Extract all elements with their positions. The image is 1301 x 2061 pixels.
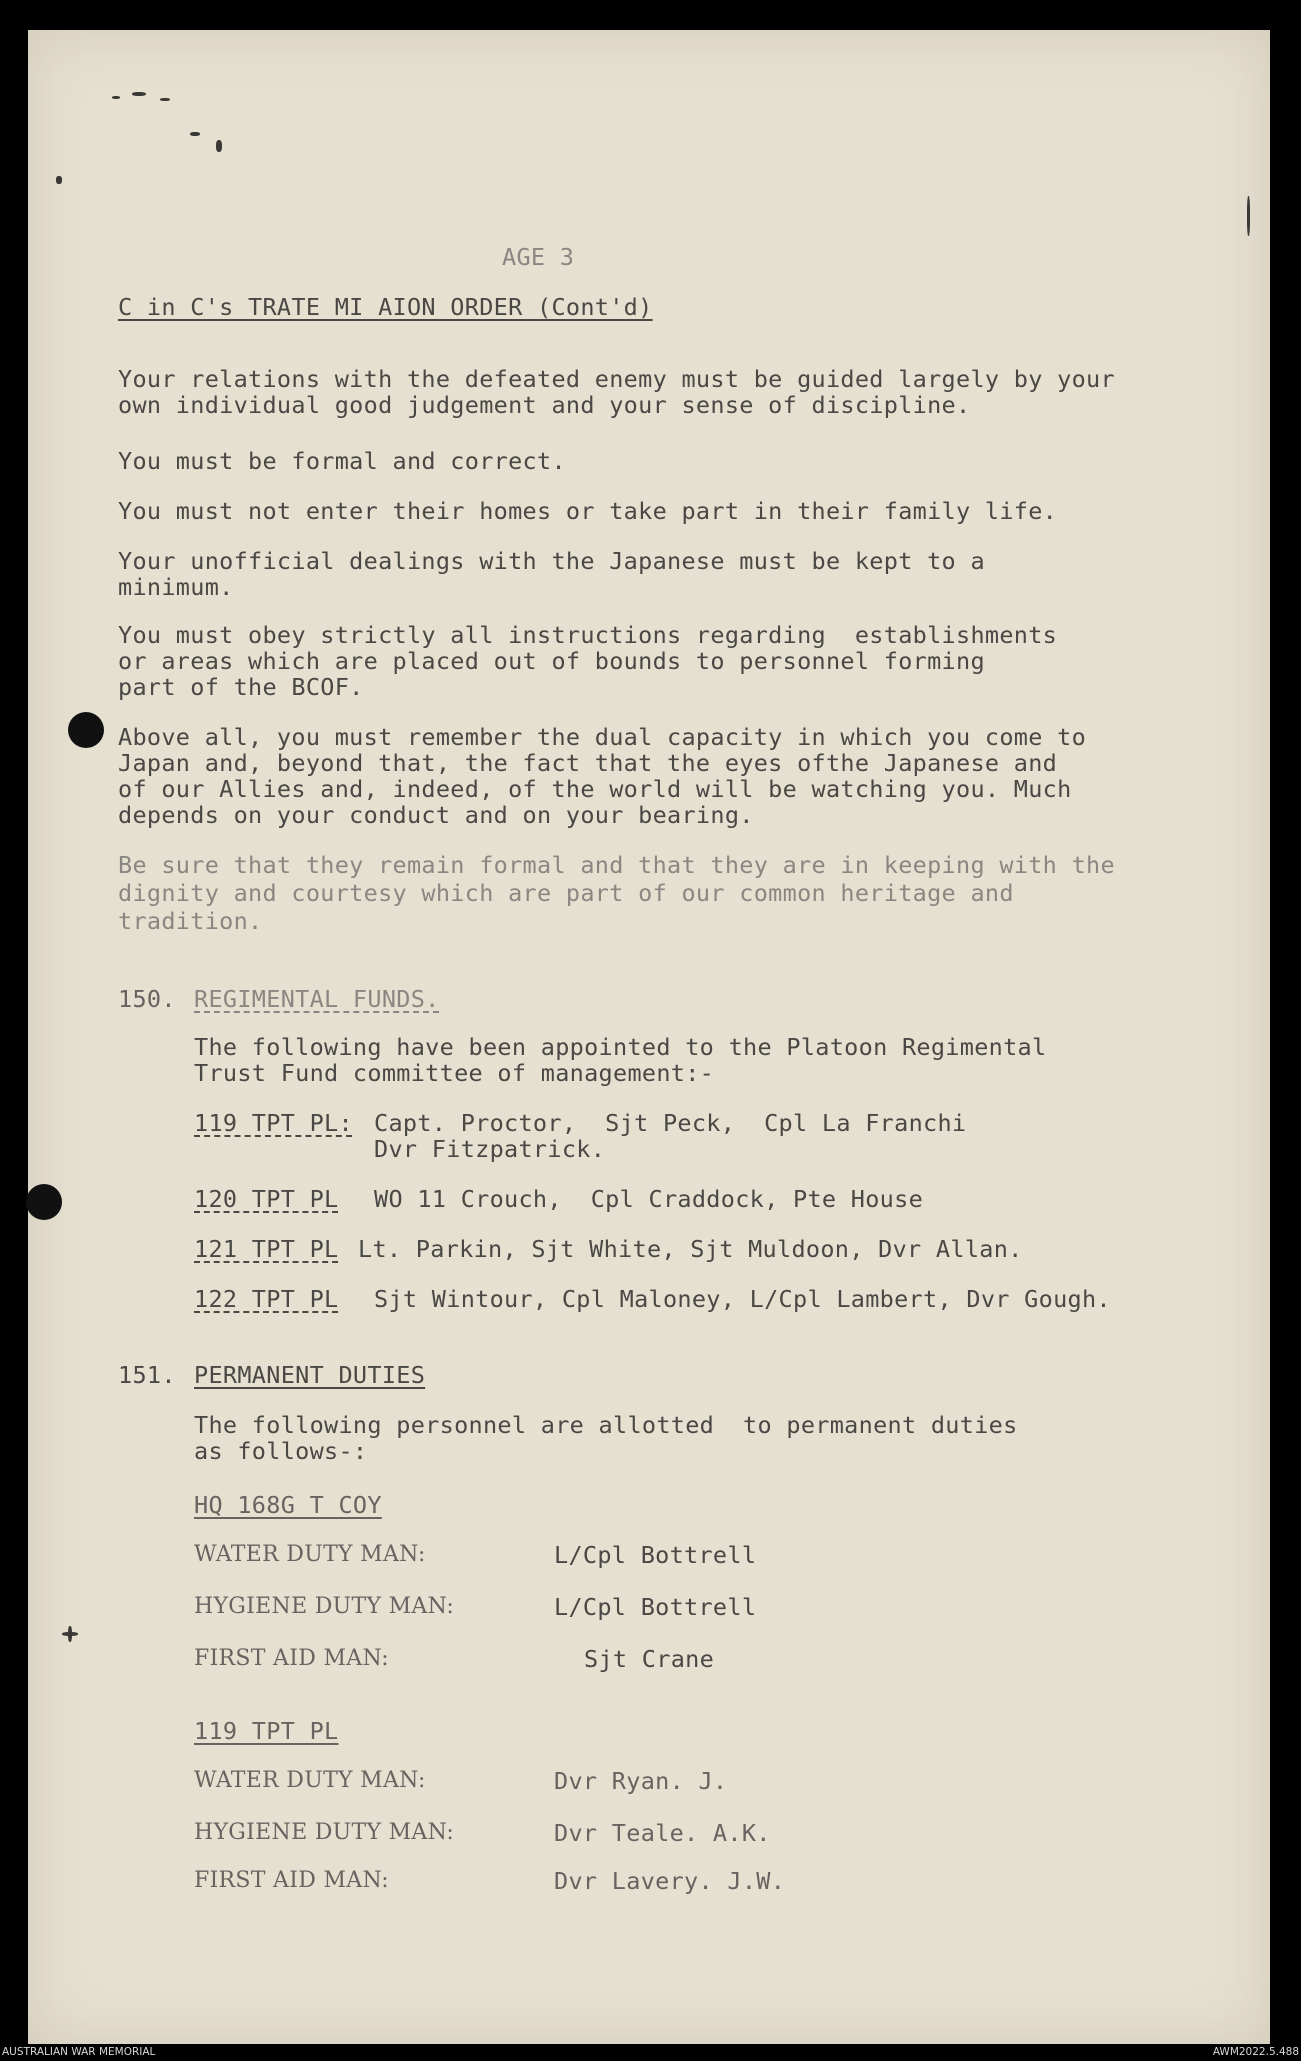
duty-person-water-hq: L/Cpl Bottrell <box>554 1541 757 1569</box>
committee-members-120: WO 11 Crouch, Cpl Craddock, Pte House <box>374 1185 924 1213</box>
paragraph-formal-dignity-line2: dignity and courtesy which are part of our common heritage and <box>118 879 1014 907</box>
duty-role-water-119: WATER DUTY MAN: <box>194 1768 426 1793</box>
item-151-number: 151. <box>118 1361 176 1389</box>
duty-role-firstaid-hq: FIRST AID MAN: <box>194 1646 389 1671</box>
committee-unit-120: 120 TPT PL <box>194 1185 339 1213</box>
duty-person-firstaid-hq: Sjt Crane <box>584 1645 715 1673</box>
paragraph-capacity-line1: Above all, you must remember the dual capacity in which you come to <box>118 723 1087 751</box>
paragraph-formal-dignity-line3: tradition. <box>118 907 263 935</box>
duty-role-hygiene-119: HYGIENE DUTY MAN: <box>194 1820 455 1845</box>
duty-person-hygiene-hq: L/Cpl Bottrell <box>554 1593 757 1621</box>
scan-speck <box>216 140 222 152</box>
item-150-title: REGIMENTAL FUNDS. <box>194 985 440 1013</box>
paragraph-relations-line2: own individual good judgement and your sense of discipline. <box>118 391 971 419</box>
paragraph-dealings-line2: minimum. <box>118 573 234 601</box>
committee-unit-119: 119 TPT PL: <box>194 1109 353 1137</box>
footer-bar <box>0 2044 1301 2061</box>
item-151-intro-line2: as follows-: <box>194 1437 368 1465</box>
paragraph-capacity-line2: Japan and, beyond that, the fact that the eyes ofthe Japanese and <box>118 749 1058 777</box>
paragraph-capacity-line3: of our Allies and, indeed, of the world will be watching you. Much <box>118 775 1072 803</box>
duty-person-firstaid-119: Dvr Lavery. J.W. <box>554 1867 786 1895</box>
scan-speck <box>132 92 146 96</box>
item-150-intro-line2: Trust Fund committee of management:- <box>194 1059 715 1087</box>
paragraph-formal-dignity-line1: Be sure that they remain formal and that they are in keeping with the <box>118 851 1115 879</box>
paragraph-capacity-line4: depends on your conduct and on your bearing. <box>118 801 754 829</box>
duty-person-hygiene-119: Dvr Teale. A.K. <box>554 1819 771 1847</box>
footer-attribution: AUSTRALIAN WAR MEMORIAL <box>2 2046 156 2058</box>
scan-speck <box>160 98 170 101</box>
committee-members-121: Lt. Parkin, Sjt White, Sjt Muldoon, Dvr Allan. <box>358 1235 1023 1263</box>
duty-role-firstaid-119: FIRST AID MAN: <box>194 1868 389 1893</box>
committee-members-119-line2: Dvr Fitzpatrick. <box>374 1135 606 1163</box>
committee-members-119: Capt. Proctor, Sjt Peck, Cpl La Franchi <box>374 1109 967 1137</box>
scan-speck <box>56 176 62 184</box>
duty-person-water-119: Dvr Ryan. J. <box>554 1767 728 1795</box>
item-151-title: PERMANENT DUTIES <box>194 1361 426 1389</box>
duties-group-heading-119: 119 TPT PL <box>194 1717 339 1745</box>
committee-unit-122: 122 TPT PL <box>194 1285 339 1313</box>
committee-members-122: Sjt Wintour, Cpl Maloney, L/Cpl Lambert, Dvr Gough. <box>374 1285 1111 1313</box>
paragraph-dealings-line1: Your unofficial dealings with the Japanese must be kept to a <box>118 547 985 575</box>
item-150-intro-line1: The following have been appointed to the Platoon Regimental <box>194 1033 1047 1061</box>
paragraph-relations-line1: Your relations with the defeated enemy must be guided largely by your <box>118 365 1115 393</box>
scan-speck <box>112 96 120 99</box>
duty-role-hygiene-hq: HYGIENE DUTY MAN: <box>194 1594 455 1619</box>
section-title: C in C's TRATE MI AION ORDER (Cont'd) <box>118 293 653 321</box>
item-150-number: 150. <box>118 985 176 1013</box>
duties-group-heading-hq: HQ 168G T COY <box>194 1491 382 1519</box>
punch-hole-top <box>68 712 104 748</box>
paragraph-bounds-line3: part of the BCOF. <box>118 673 364 701</box>
item-151-intro-line1: The following personnel are allotted to permanent duties <box>194 1411 1018 1439</box>
scan-speck <box>190 132 200 136</box>
paragraph-formal: You must be formal and correct. <box>118 447 566 475</box>
duty-role-water-hq: WATER DUTY MAN: <box>194 1542 426 1567</box>
punch-hole-bottom <box>26 1184 62 1220</box>
paragraph-bounds-line2: or areas which are placed out of bounds to personnel forming <box>118 647 985 675</box>
scan-speck <box>68 1626 72 1642</box>
page-heading: AGE 3 <box>502 243 575 271</box>
committee-unit-121: 121 TPT PL <box>194 1235 339 1263</box>
footer-reference-number: AWM2022.5.488 <box>1212 2046 1299 2058</box>
scan-speck <box>1247 196 1250 236</box>
paragraph-bounds-line1: You must obey strictly all instructions regarding establishments <box>118 621 1058 649</box>
paragraph-homes: You must not enter their homes or take part in their family life. <box>118 497 1058 525</box>
